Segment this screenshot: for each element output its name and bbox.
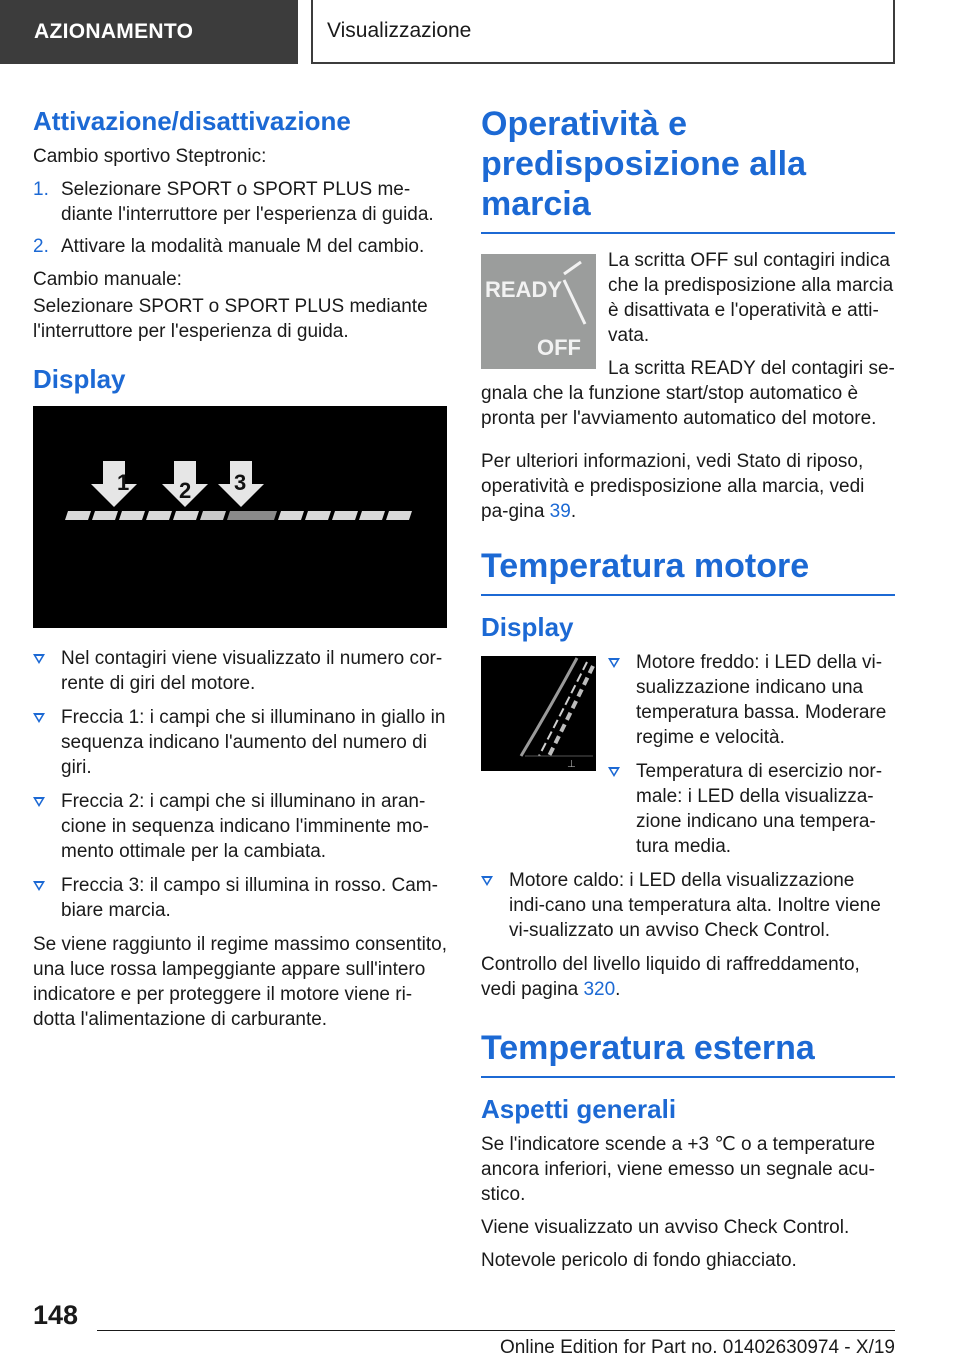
- engine-temp-figure-wrap: [481, 650, 596, 771]
- bullet-triangle-icon: [33, 713, 45, 723]
- bullet-triangle-icon: [608, 658, 620, 668]
- bullet-text: Motore caldo: i LED della visualizzazione indi-cano una temperatura alta. Inoltre viene vi-sualizzato un avviso Check Control.: [509, 870, 881, 941]
- step-text: Selezionare SPORT o SPORT PLUS me-diante l'interruttore per l'esperienza di guida.: [61, 179, 434, 225]
- page-number: 148: [33, 1300, 79, 1330]
- steptronic-label: Cambio sportivo Steptronic:: [33, 146, 267, 167]
- operativity-more-text: Per ulteriori informazioni, vedi Stato di riposo, operatività e predisposizione alla marcia, vedi pa-gina: [481, 451, 865, 522]
- list-item: [33, 789, 447, 864]
- right-column: [481, 104, 895, 1281]
- footer-divider: [97, 1330, 895, 1331]
- bullet-triangle-icon: [33, 881, 45, 891]
- bullet-text: Temperatura di esercizio nor-male: i LED della visualizza-zione indicano una tempera-tura media.: [636, 761, 883, 857]
- operativity-p2: La scritta READY del contagiri se-gnala che la funzione start/stop automatico è pronta per l'avviamento automatico del motore.: [481, 358, 895, 429]
- manual-gearbox-label: Cambio manuale:: [33, 269, 182, 290]
- step-item: [33, 177, 447, 227]
- list-item: [33, 705, 447, 780]
- edition-note: Online Edition for Part no. 01402630974 - X/19: [499, 1337, 895, 1358]
- coolant-symbol-icon: ⊥: [567, 759, 576, 770]
- general-p3: Notevole pericolo di fondo ghiacciato.: [481, 1250, 797, 1271]
- coolant-paragraph: [481, 952, 895, 1002]
- step-number: 2.: [33, 236, 49, 257]
- page-link-320[interactable]: 320: [583, 979, 616, 1000]
- bullet-text: Motore freddo: i LED della vi-sualizzazione indicano una temperatura bassa. Moderare regime e velocità.: [636, 652, 887, 748]
- operativity-block: [481, 248, 895, 439]
- engine-temp-gauge-figure: [481, 656, 596, 771]
- operativity-more: [481, 449, 895, 524]
- list-item: [608, 759, 895, 859]
- max-rpm-paragraph: Se viene raggiunto il regime massimo consentito, una luce rossa lampeggiante appare sull'intero indicatore e per proteggere il motore viene ri-dotta l'alimentazione di carburante.: [33, 934, 447, 1030]
- engine-bullets-full: [481, 868, 895, 943]
- operativity-p1: La scritta OFF sul contagiri indica che la predisposizione alla marcia è disattivata e l'operatività e atti-vata.: [608, 250, 894, 346]
- activation-steps: [33, 177, 447, 259]
- coolant-suffix: .: [615, 979, 621, 1000]
- bullet-triangle-icon: [608, 767, 620, 777]
- arrow-3-label: 3: [234, 470, 247, 495]
- list-item: [608, 650, 895, 750]
- bullet-text: Freccia 1: i campi che si illuminano in giallo in sequenza indicano l'aumento del numero di giri.: [61, 707, 446, 778]
- general-p2: Viene visualizzato un avviso Check Control.: [481, 1217, 850, 1238]
- bullet-triangle-icon: [33, 797, 45, 807]
- shift-lights-figure: [33, 406, 447, 628]
- list-item: [33, 646, 447, 696]
- ready-off-figure: [481, 254, 596, 369]
- list-item: [33, 873, 447, 923]
- page-link-39[interactable]: 39: [549, 501, 571, 522]
- general-p1: Se l'indicatore scende a +3 ℃ o a temperature ancora inferiori, viene emesso un segnale acu-stico.: [481, 1134, 876, 1205]
- engine-display-heading: Display: [481, 612, 574, 642]
- display-heading: Display: [33, 364, 126, 394]
- step-text: Attivare la modalità manuale M del cambio.: [61, 236, 425, 257]
- off-label: OFF: [537, 335, 581, 360]
- step-item: [33, 234, 447, 259]
- operativity-heading: Operatività e predisposizione alla marcia: [481, 104, 895, 234]
- operativity-more-suffix: .: [570, 501, 577, 522]
- section-title: AZIONAMENTO: [34, 20, 194, 43]
- coolant-text: Controllo del livello liquido di raffreddamento, vedi pagina: [481, 954, 860, 1000]
- bullet-text: Freccia 3: il campo si illumina in rosso. Cam-biare marcia.: [61, 875, 438, 921]
- topic-tab: [311, 0, 895, 64]
- arrow-1-label: 1: [117, 470, 130, 495]
- list-item: [481, 868, 895, 943]
- bullet-triangle-icon: [481, 876, 493, 886]
- manual-gearbox-text: Selezionare SPORT o SPORT PLUS mediante l'interruttore per l'esperienza di guida.: [33, 296, 428, 342]
- bullet-text: Freccia 2: i campi che si illuminano in aran-cione in sequenza indicano l'imminente mo-mento ottimale per la cambiata.: [61, 791, 429, 862]
- ready-off-figure-wrap: [481, 248, 596, 369]
- display-bullets: [33, 646, 447, 923]
- general-heading: Aspetti generali: [481, 1094, 677, 1124]
- arrow-2-label: 2: [179, 478, 192, 503]
- engine-temp-heading: Temperatura motore: [481, 546, 895, 596]
- bullet-triangle-icon: [33, 654, 45, 664]
- engine-temp-block: [481, 650, 895, 868]
- left-column: [33, 100, 447, 1040]
- bullet-text: Nel contagiri viene visualizzato il numero cor-rente di giri del motore.: [61, 648, 443, 694]
- activation-heading: Attivazione/disattivazione: [33, 106, 351, 136]
- outside-temp-heading: Temperatura esterna: [481, 1028, 895, 1078]
- topic-title: Visualizzazione: [327, 19, 472, 42]
- section-tab: [0, 0, 298, 64]
- ready-label: READY: [485, 277, 563, 302]
- step-number: 1.: [33, 179, 49, 200]
